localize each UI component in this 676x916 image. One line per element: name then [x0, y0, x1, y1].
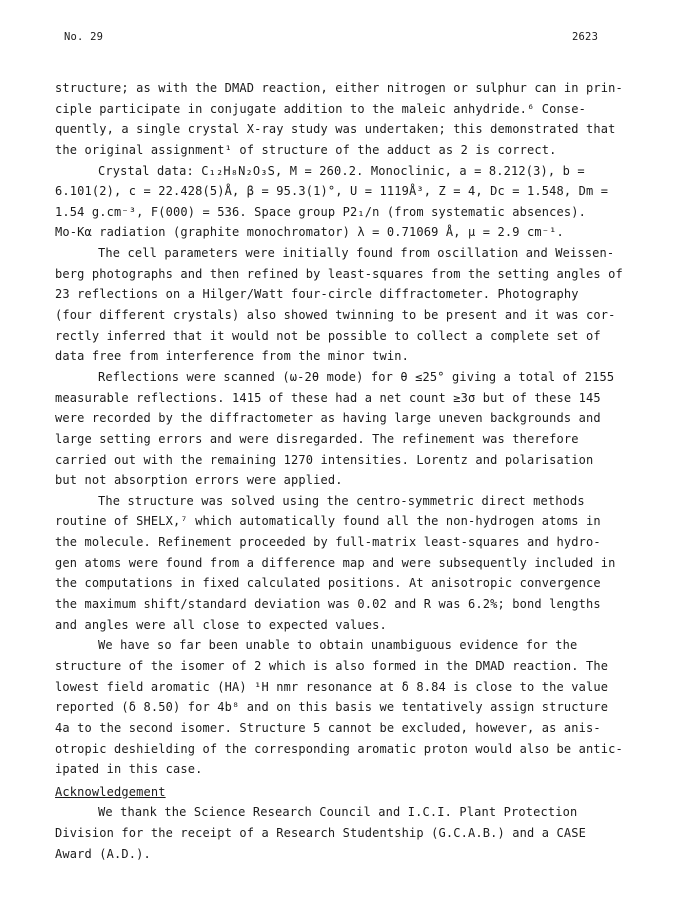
- text-line: Division for the receipt of a Research Studentship (G.C.A.B.) and a CASE: [55, 826, 586, 841]
- text-line: The structure was solved using the centro-symmetric direct methods: [98, 493, 585, 508]
- text-line: the molecule. Refinement proceeded by full-matrix least-squares and hydro-: [55, 535, 601, 550]
- text-line: berg photographs and then refined by least-squares from the setting angles of: [55, 266, 623, 281]
- text-line: measurable reflections. 1415 of these had a net count ≥3σ but of these 145: [55, 390, 601, 405]
- text-line: and angles were all close to expected values.: [55, 617, 387, 632]
- text-line: The cell parameters were initially found from oscillation and Weissen-: [98, 246, 615, 261]
- text-line: reported (δ 8.50) for 4b⁸ and on this basis we tentatively assign structure: [55, 700, 609, 715]
- text-line: large setting errors and were disregarded. The refinement was therefore: [55, 431, 579, 446]
- text-line: but not absorption errors were applied.: [55, 473, 343, 488]
- text-line: were recorded by the diffractometer as having large uneven backgrounds and: [55, 411, 601, 426]
- text-line: quently, a single crystal X-ray study was undertaken; this demonstrated that: [55, 122, 616, 137]
- text-line: data free from interference from the minor twin.: [55, 349, 409, 364]
- text-line: otropic deshielding of the corresponding aromatic proton would also be antic-: [55, 741, 623, 756]
- page-number: 2623: [572, 31, 599, 43]
- text-line: We thank the Science Research Council and I.C.I. Plant Protection: [98, 805, 578, 820]
- text-line: Mo-Kα radiation (graphite monochromator) λ = 0.71069 Å, μ = 2.9 cm⁻¹.: [55, 225, 564, 240]
- text-line: lowest field aromatic (HA) ¹H nmr resonance at δ 8.84 is close to the value: [55, 679, 609, 694]
- acknowledgement-heading: Acknowledgement: [55, 784, 166, 799]
- text-line: gen atoms were found from a difference map and were subsequently included in: [55, 555, 616, 570]
- article-body: [55, 78, 623, 864]
- crystal-data-line: Crystal data: C₁₂H₈N₂O₃S, M = 260.2. Monoclinic, a = 8.212(3), b =: [98, 163, 585, 178]
- text-line: structure; as with the DMAD reaction, either nitrogen or sulphur can in prin-: [55, 81, 623, 95]
- text-line: Award (A.D.).: [55, 846, 151, 861]
- text-line: rectly inferred that it would not be possible to collect a complete set of: [55, 328, 601, 343]
- text-line: ipated in this case.: [55, 762, 203, 777]
- text-line: 6.101(2), c = 22.428(5)Å, β = 95.3(1)°, U = 1119Å³, Z = 4, Dc = 1.548, Dm =: [55, 184, 609, 199]
- text-line: structure of the isomer of 2 which is also formed in the DMAD reaction. The: [55, 658, 609, 673]
- text-line: 23 reflections on a Hilger/Watt four-circle diffractometer. Photography: [55, 287, 579, 302]
- text-line: We have so far been unable to obtain unambiguous evidence for the: [98, 638, 578, 653]
- journal-issue-number: No. 29: [64, 31, 104, 43]
- text-line: the maximum shift/standard deviation was 0.02 and R was 6.2%; bond lengths: [55, 597, 601, 612]
- text-line: the computations in fixed calculated positions. At anisotropic convergence: [55, 576, 601, 591]
- text-line: 1.54 g.cm⁻³, F(000) = 536. Space group P2₁/n (from systematic absences).: [55, 204, 586, 219]
- text-line: the original assignment¹ of structure of the adduct as 2 is correct.: [55, 142, 557, 157]
- text-line: (four different crystals) also showed twinning to be present and it was cor-: [55, 308, 616, 323]
- text-line: ciple participate in conjugate addition to the maleic anhydride.⁶ Conse-: [55, 101, 586, 116]
- text-line: routine of SHELX,⁷ which automatically found all the non-hydrogen atoms in: [55, 514, 601, 529]
- text-line: Reflections were scanned (ω-2θ mode) for θ ≤25° giving a total of 2155: [98, 369, 615, 384]
- text-line: carried out with the remaining 1270 intensities. Lorentz and polarisation: [55, 452, 594, 467]
- text-line: 4a to the second isomer. Structure 5 cannot be excluded, however, as anis-: [55, 720, 601, 735]
